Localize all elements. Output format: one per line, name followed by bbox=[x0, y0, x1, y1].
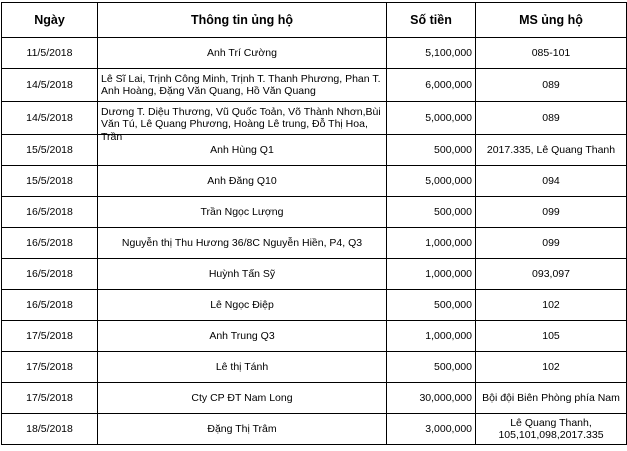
ms-cell: 093,097 bbox=[476, 259, 627, 290]
table-row bbox=[2, 321, 627, 352]
info-text: Dương T. Diệu Thương, Vũ Quốc Toản, Võ Thành Nhơn,Bùi Văn Tú, Lê Quang Phương, Hoàng Lê trung, Đỗ Thị Hoa, Trần bbox=[101, 105, 381, 143]
ms-cell: 099 bbox=[476, 197, 627, 228]
info-text: Lê Sĩ Lai, Trịnh Công Minh, Trịnh T. Thanh Phương, Phan T. Anh Hoàng, Đặng Văn Quang, Hồ Văn Quang bbox=[101, 72, 381, 97]
amount-cell: 6,000,000 bbox=[387, 69, 476, 102]
info-cell: Lê thị Tánh bbox=[98, 352, 387, 383]
header-amount: Số tiền bbox=[387, 3, 476, 38]
info-cell: Đặng Thị Trâm bbox=[98, 414, 387, 445]
date-cell: 16/5/2018 bbox=[2, 228, 98, 259]
table-row bbox=[2, 259, 627, 290]
table-row bbox=[2, 135, 627, 166]
ms-cell: 2017.335, Lê Quang Thanh bbox=[476, 135, 627, 166]
date-cell: 15/5/2018 bbox=[2, 166, 98, 197]
amount-cell: 500,000 bbox=[387, 352, 476, 383]
amount-cell: 5,000,000 bbox=[387, 102, 476, 135]
info-cell bbox=[98, 69, 387, 102]
info-cell: Anh Trí Cường bbox=[98, 38, 387, 69]
date-cell: 14/5/2018 bbox=[2, 102, 98, 135]
amount-cell: 500,000 bbox=[387, 197, 476, 228]
ms-cell: 105 bbox=[476, 321, 627, 352]
info-cell bbox=[98, 102, 387, 143]
amount-cell: 500,000 bbox=[387, 290, 476, 321]
date-cell: 18/5/2018 bbox=[2, 414, 98, 445]
info-cell: Anh Trung Q3 bbox=[98, 321, 387, 352]
date-cell: 17/5/2018 bbox=[2, 383, 98, 414]
amount-cell: 5,100,000 bbox=[387, 38, 476, 69]
date-cell: 17/5/2018 bbox=[2, 321, 98, 352]
info-cell: Cty CP ĐT Nam Long bbox=[98, 383, 387, 414]
info-cell: Huỳnh Tấn Sỹ bbox=[98, 259, 387, 290]
donation-table-sheet bbox=[1, 2, 620, 445]
table-row bbox=[2, 38, 627, 69]
date-cell: 16/5/2018 bbox=[2, 259, 98, 290]
table-row bbox=[2, 69, 627, 102]
ms-cell: 099 bbox=[476, 228, 627, 259]
table-row bbox=[2, 352, 627, 383]
amount-cell: 3,000,000 bbox=[387, 414, 476, 445]
amount-cell: 5,000,000 bbox=[387, 166, 476, 197]
table-row bbox=[2, 228, 627, 259]
amount-cell: 1,000,000 bbox=[387, 228, 476, 259]
table-row bbox=[2, 197, 627, 228]
info-cell: Anh Đăng Q10 bbox=[98, 166, 387, 197]
ms-cell: 094 bbox=[476, 166, 627, 197]
table-row bbox=[2, 383, 627, 414]
info-cell: Nguyễn thị Thu Hương 36/8C Nguyễn Hiền, P4, Q3 bbox=[98, 228, 387, 259]
table-row bbox=[2, 290, 627, 321]
ms-cell: 102 bbox=[476, 290, 627, 321]
donation-table bbox=[1, 2, 627, 445]
table-row bbox=[2, 414, 627, 445]
ms-cell: 085-101 bbox=[476, 38, 627, 69]
date-cell: 16/5/2018 bbox=[2, 197, 98, 228]
table-row bbox=[2, 102, 627, 135]
date-cell: 17/5/2018 bbox=[2, 352, 98, 383]
table-row bbox=[2, 166, 627, 197]
date-cell: 16/5/2018 bbox=[2, 290, 98, 321]
ms-cell: Bội đội Biên Phòng phía Nam bbox=[476, 383, 627, 414]
amount-cell: 1,000,000 bbox=[387, 321, 476, 352]
amount-cell: 500,000 bbox=[387, 135, 476, 166]
ms-cell: 089 bbox=[476, 102, 627, 135]
info-cell: Anh Hùng Q1 bbox=[98, 135, 387, 166]
info-cell: Lê Ngọc Điệp bbox=[98, 290, 387, 321]
header-date: Ngày bbox=[2, 3, 98, 38]
info-cell: Trần Ngọc Lượng bbox=[98, 197, 387, 228]
ms-cell: 089 bbox=[476, 69, 627, 102]
amount-cell: 1,000,000 bbox=[387, 259, 476, 290]
header-ms: MS ủng hộ bbox=[476, 3, 627, 38]
ms-cell: Lê Quang Thanh, 105,101,098,2017.335 bbox=[476, 414, 627, 445]
ms-cell: 102 bbox=[476, 352, 627, 383]
date-cell: 11/5/2018 bbox=[2, 38, 98, 69]
date-cell: 14/5/2018 bbox=[2, 69, 98, 102]
date-cell: 15/5/2018 bbox=[2, 135, 98, 166]
header-info: Thông tin ủng hộ bbox=[98, 3, 387, 38]
amount-cell: 30,000,000 bbox=[387, 383, 476, 414]
table-header-row bbox=[2, 3, 627, 38]
